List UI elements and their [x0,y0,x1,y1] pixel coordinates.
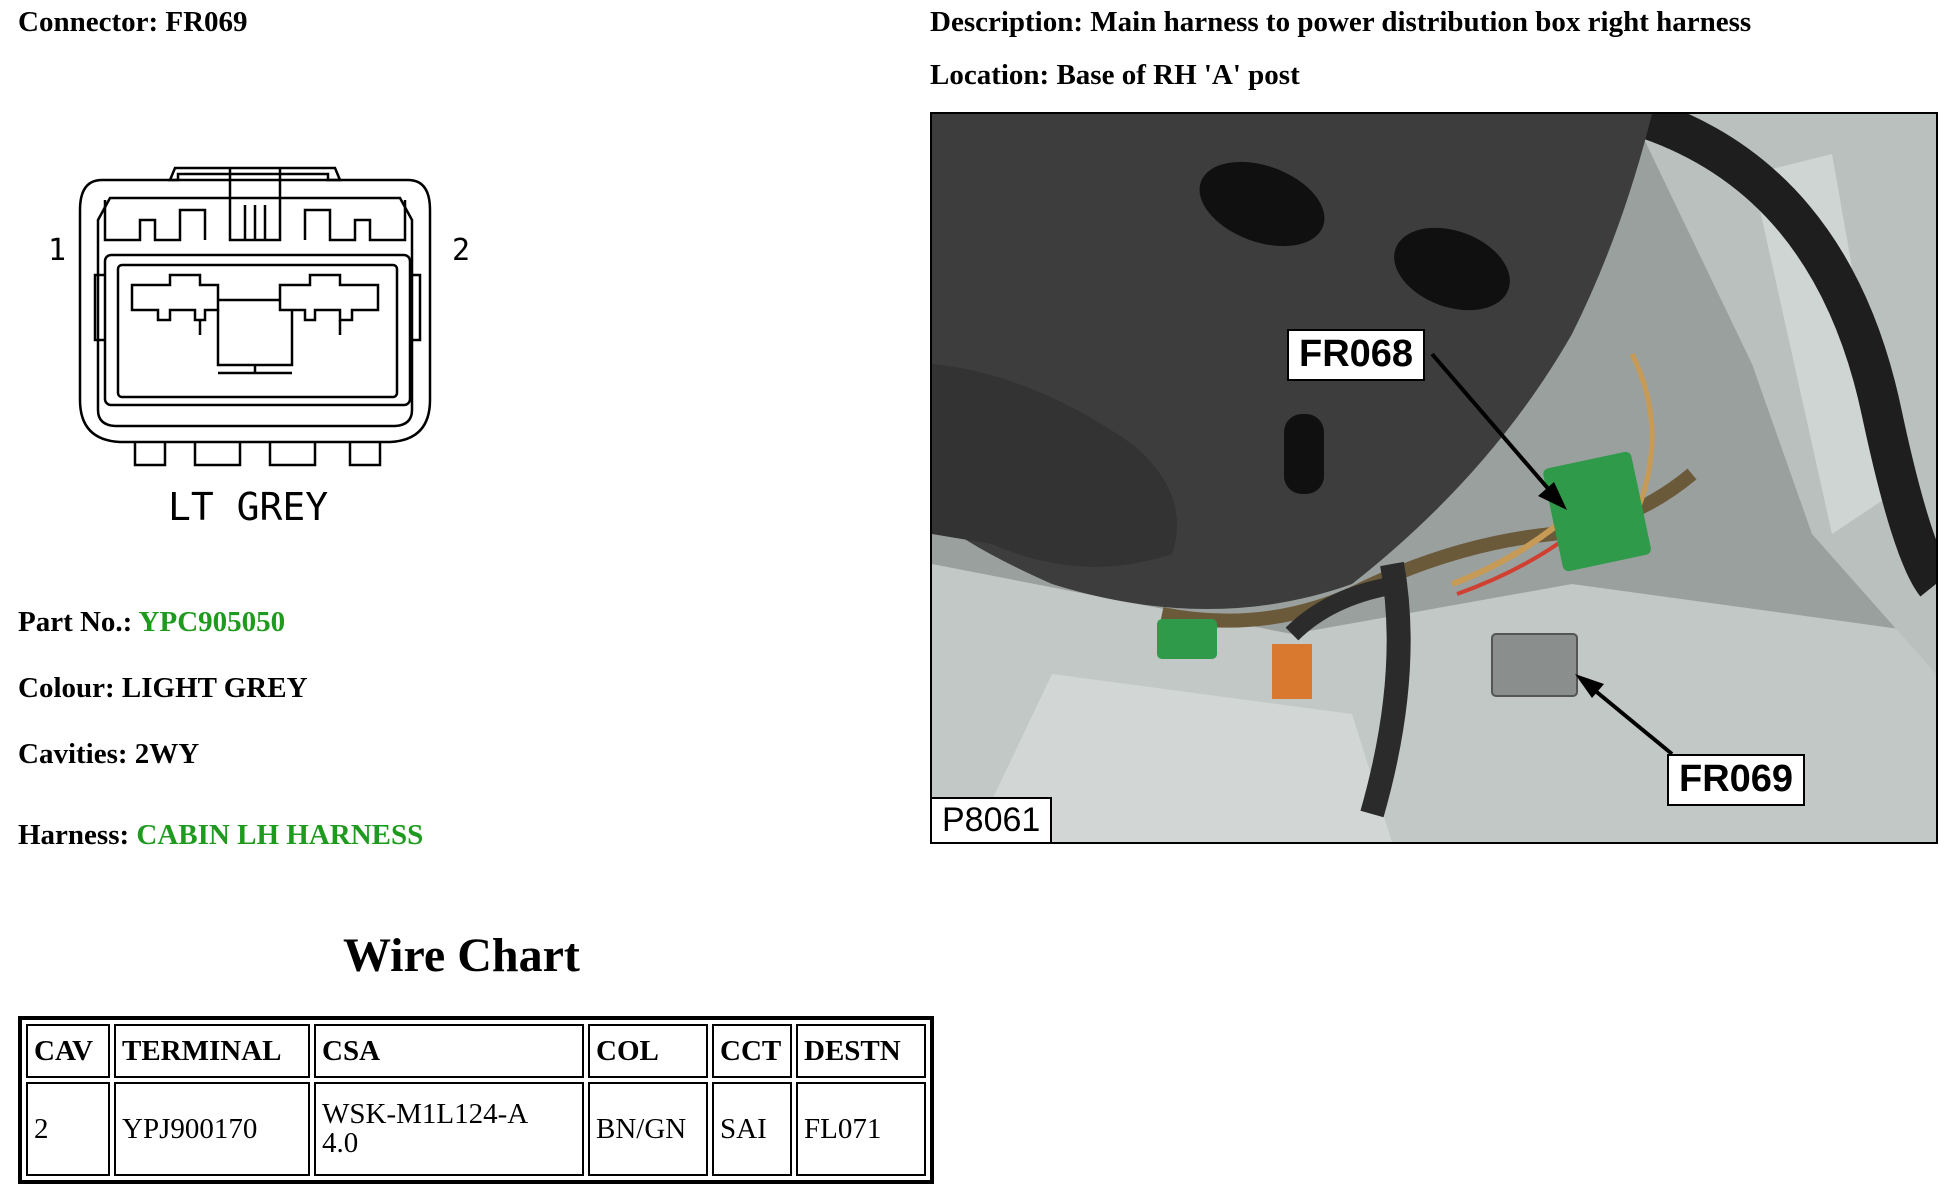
pin-1-label: 1 [48,233,67,268]
cavities-value: 2WY [134,738,200,770]
cell-csa-line1: WSK-M1L124-A [322,1098,529,1130]
harness-line [18,819,423,852]
part-no-line [18,606,285,639]
part-no-link[interactable]: YPC905050 [138,606,286,638]
cell-csa [314,1082,584,1176]
callout-fr068: FR068 [1287,329,1425,381]
connector-face-svg [40,160,490,540]
location-line [930,59,1300,92]
cell-col: BN/GN [588,1082,708,1176]
harness-label: Harness: [18,819,130,851]
part-no-label: Part No.: [18,606,133,638]
pin-2-label: 2 [452,233,471,268]
connector-heading [18,6,248,39]
description-value: Main harness to power distribution box right harness [1090,6,1752,38]
callout-fr069: FR069 [1667,754,1805,806]
header-cav: CAV [26,1024,110,1078]
connector-label: Connector: [18,6,159,38]
colour-line [18,672,308,705]
wire-chart-title: Wire Chart [343,929,580,982]
cavities-label: Cavities: [18,738,128,770]
diagram-colour-text: LT GREY [168,485,329,529]
table-row [26,1082,926,1176]
location-value: Base of RH 'A' post [1056,59,1300,91]
photo-reference: P8061 [932,797,1052,842]
cell-destn: FL071 [796,1082,926,1176]
cell-cav: 2 [26,1082,110,1176]
connector-face-diagram [40,160,490,540]
location-label: Location: [930,59,1050,91]
header-csa: CSA [314,1024,584,1078]
connector-id: FR069 [165,6,248,38]
description-label: Description: [930,6,1084,38]
colour-label: Colour: [18,672,115,704]
cell-csa-line2: 4.0 [322,1127,359,1159]
cavities-line [18,738,199,771]
location-photo-svg [932,114,1936,842]
header-cct: CCT [712,1024,792,1078]
description-line [930,6,1751,39]
wire-chart-table [18,1016,934,1184]
harness-link[interactable]: CABIN LH HARNESS [136,819,424,851]
cell-terminal: YPJ900170 [114,1082,310,1176]
header-terminal: TERMINAL [114,1024,310,1078]
cell-cct: SAI [712,1082,792,1176]
colour-value: LIGHT GREY [121,672,308,704]
location-photo [930,112,1938,844]
table-header-row [26,1024,926,1078]
header-col: COL [588,1024,708,1078]
header-destn: DESTN [796,1024,926,1078]
